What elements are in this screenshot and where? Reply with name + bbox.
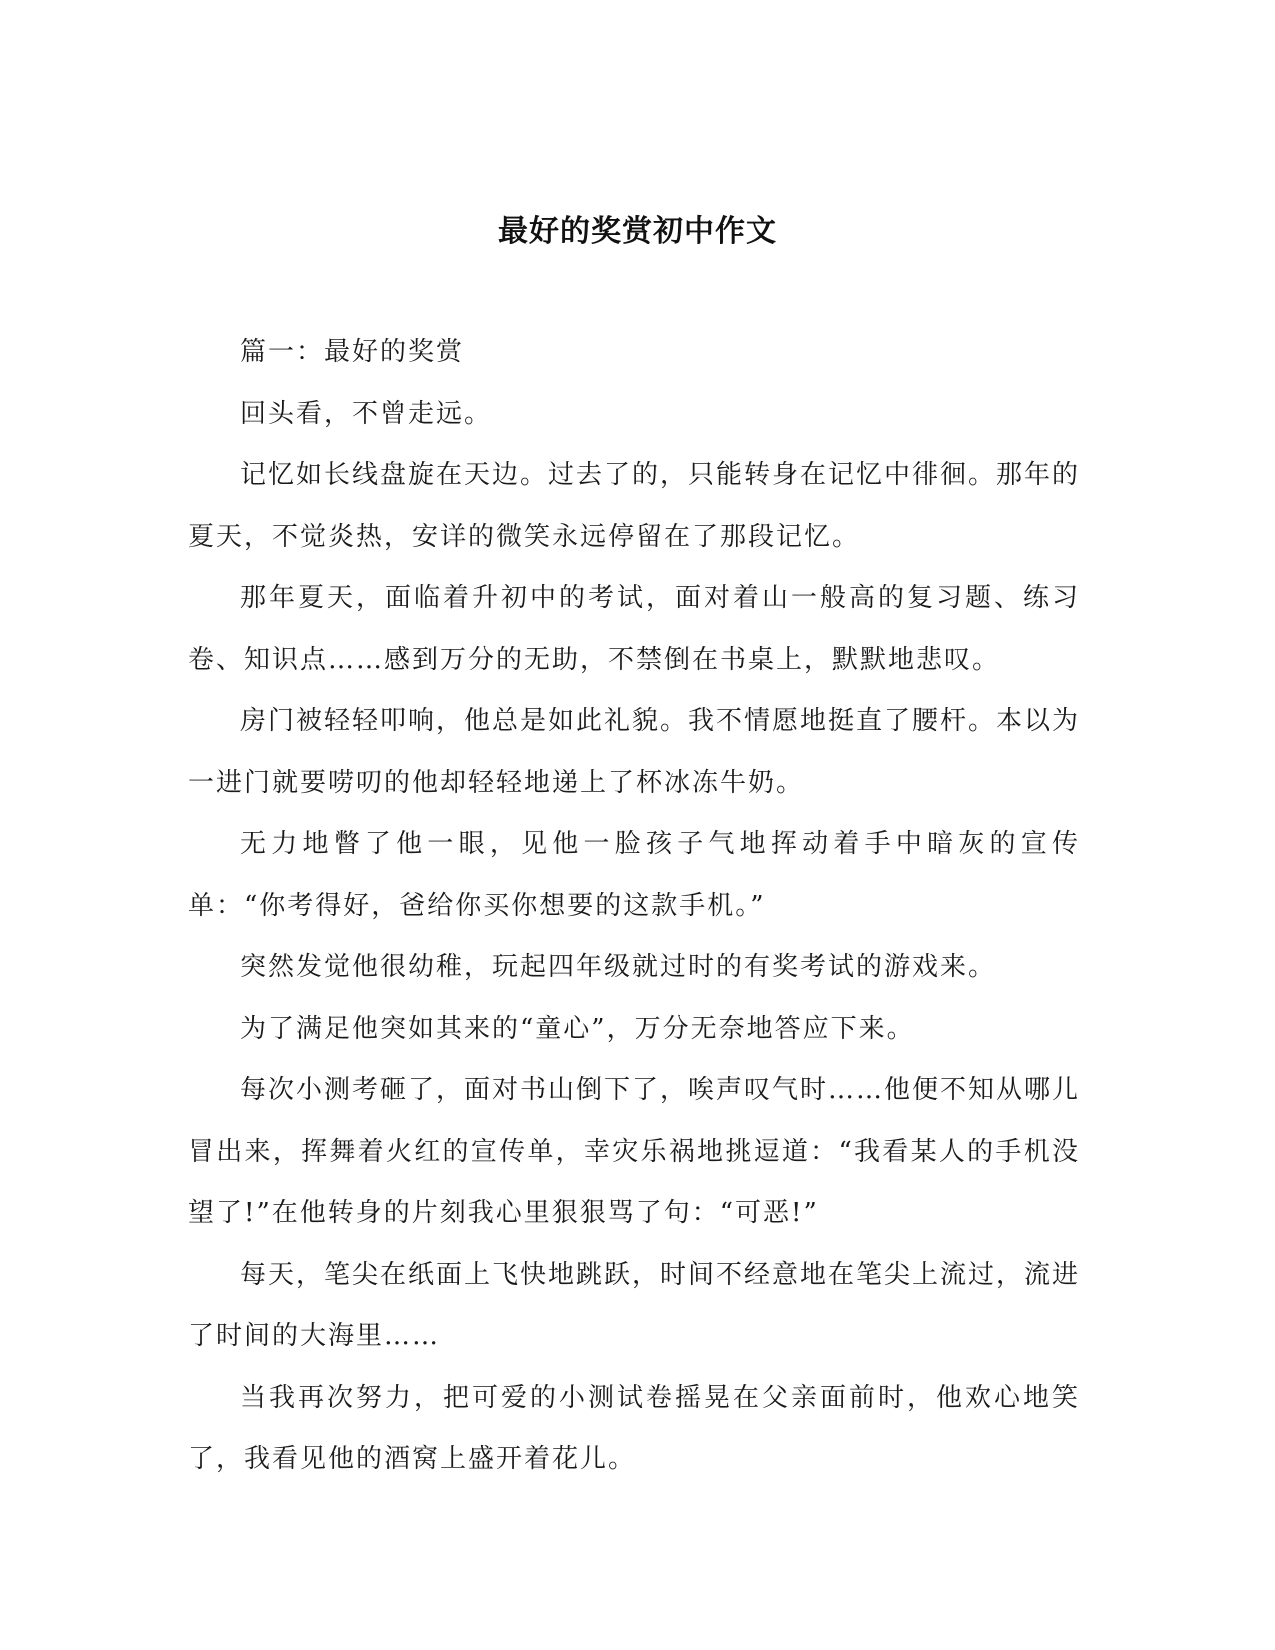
paragraph: 篇一：最好的奖赏	[240, 337, 465, 367]
paragraph: 那年夏天，面临着升初中的考试，面对着山一般高的复习题、练习卷、知识点……感到万分的无助，不禁倒在书桌上，默默地悲叹。	[188, 583, 1080, 675]
paragraph: 无力地瞥了他一眼，见他一脸孩子气地挥动着手中暗灰的宣传单：“你考得好，爸给你买你想要的这款手机。”	[188, 829, 1080, 921]
paragraph: 每天，笔尖在纸面上飞快地跳跃，时间不经意地在笔尖上流过，流进了时间的大海里……	[188, 1259, 1081, 1351]
paragraph: 当我再次努力，把可爱的小测试卷摇晃在父亲面前时，他欢心地笑了，我看见他的酒窝上盛开着花儿。	[188, 1382, 1080, 1474]
paragraph: 回头看，不曾走远。	[240, 398, 493, 429]
document-body	[188, 322, 1080, 1491]
paragraph: 每次小测考砸了，面对书山倒下了，唉声叹气时……他便不知从哪儿冒出来，挥舞着火红的宣传单，幸灾乐祸地挑逗道：“我看某人的手机没望了!”在他转身的片刻我心里狠狠骂了句：“可恶!”	[188, 1075, 1081, 1228]
paragraph: 房门被轻轻叩响，他总是如此礼貌。我不情愿地挺直了腰杆。本以为一进门就要唠叨的他却轻轻地递上了杯冰冻牛奶。	[188, 706, 1081, 798]
paragraph: 记忆如长线盘旋在天边。过去了的，只能转身在记忆中徘徊。那年的夏天，不觉炎热，安详的微笑永远停留在了那段记忆。	[188, 460, 1081, 552]
document-title: 最好的奖赏初中作文	[498, 214, 777, 249]
paragraph: 为了满足他突如其来的“童心”，万分无奈地答应下来。	[240, 1013, 915, 1044]
paragraph: 突然发觉他很幼稚，玩起四年级就过时的有奖考试的游戏来。	[240, 952, 997, 982]
